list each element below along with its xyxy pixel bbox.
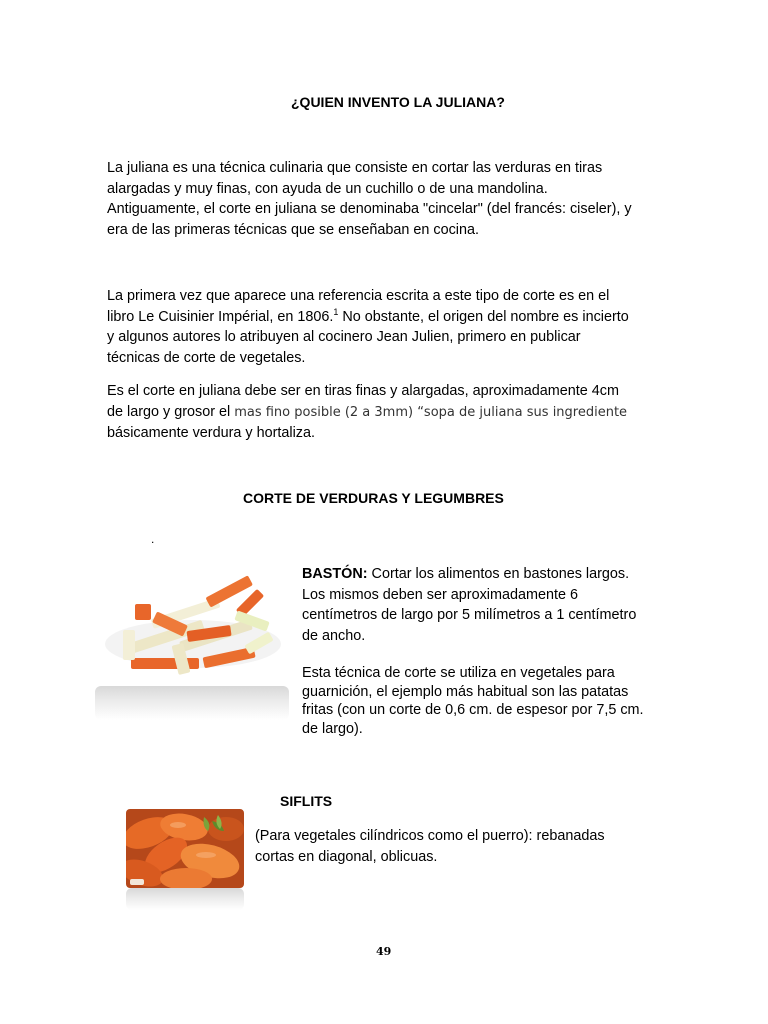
intro-line: Antiguamente, el corte en juliana se denominaba "cincelar" (del francés: ciseler), y: [107, 201, 632, 217]
history-line: y algunos autores lo atribuyen al cocinero Jean Julien, primero en publicar: [107, 329, 581, 345]
history-line: La primera vez que aparece una referencia escrita a este tipo de corte es en el: [107, 288, 610, 304]
definition-text: de largo y grosor el: [107, 403, 235, 420]
intro-line: era de las primeras técnicas que se enseñaban en cocina.: [107, 221, 479, 238]
baston-photo-reflection: [95, 686, 289, 720]
intro-line: alargadas y muy finas, con ayuda de un cuchillo o de una mandolina.: [107, 180, 548, 197]
siflits-heading: SIFLITS: [280, 793, 333, 809]
siflits-carrot-photo: [126, 809, 244, 888]
baston-usage-line: de largo).: [302, 720, 363, 737]
definition-paragraph: [107, 381, 687, 444]
intro-paragraph: [107, 158, 687, 240]
siflits-illustration: [126, 809, 244, 888]
baston-line: [302, 564, 672, 585]
section-heading: CORTE DE VERDURAS Y LEGUMBRES: [243, 490, 504, 506]
baston-vegetables-photo: [95, 566, 289, 686]
siflits-line: cortas en diagonal, oblicuas.: [255, 848, 438, 865]
page-number: 49: [376, 945, 392, 958]
baston-text: Cortar los alimentos en bastones largos.: [367, 566, 630, 582]
siflits-line: (Para vegetales cilíndricos como el puerro): rebanadas: [255, 828, 605, 844]
intro-line: La juliana es una técnica culinaria que consiste en cortar las verduras en tiras: [107, 160, 603, 176]
baston-usage-line: fritas (con un corte de 0,6 cm. de espesor por 7,5 cm.: [302, 702, 644, 718]
siflits-description: [255, 826, 675, 867]
baston-label: BASTÓN:: [302, 566, 368, 582]
history-text: No obstante, el origen del nombre es incierto: [338, 308, 629, 325]
stray-dot: .: [151, 532, 155, 546]
baston-illustration: [95, 566, 289, 686]
baston-line: de ancho.: [302, 627, 366, 644]
baston-usage-line: guarnición, el ejemplo más habitual son las patatas: [302, 683, 629, 700]
baston-line: Los mismos deben ser aproximadamente 6: [302, 586, 578, 603]
history-text: libro Le Cuisinier Impérial, en 1806.: [107, 308, 334, 325]
history-paragraph: [107, 286, 687, 368]
page-title: ¿QUIEN INVENTO LA JULIANA?: [291, 94, 505, 110]
footnote-marker[interactable]: 1: [333, 306, 339, 317]
history-line: técnicas de corte de vegetales.: [107, 349, 306, 366]
baston-usage-line: Esta técnica de corte se utiliza en vegetales para: [302, 665, 615, 681]
baston-usage: [302, 664, 672, 738]
history-line: [107, 307, 687, 328]
baston-line: centímetros de largo por 5 milímetros a 1 centímetro: [302, 607, 637, 623]
baston-description: [302, 564, 672, 646]
siflits-photo-reflection: [126, 888, 244, 910]
definition-line: [107, 402, 687, 424]
definition-text-alt-font: mas fino posible (2 a 3mm) “sopa de juliana sus ingrediente: [234, 404, 628, 420]
definition-line: Es el corte en juliana debe ser en tiras finas y alargadas, aproximadamente 4cm: [107, 383, 619, 399]
definition-line: básicamente verdura y hortaliza.: [107, 425, 315, 441]
